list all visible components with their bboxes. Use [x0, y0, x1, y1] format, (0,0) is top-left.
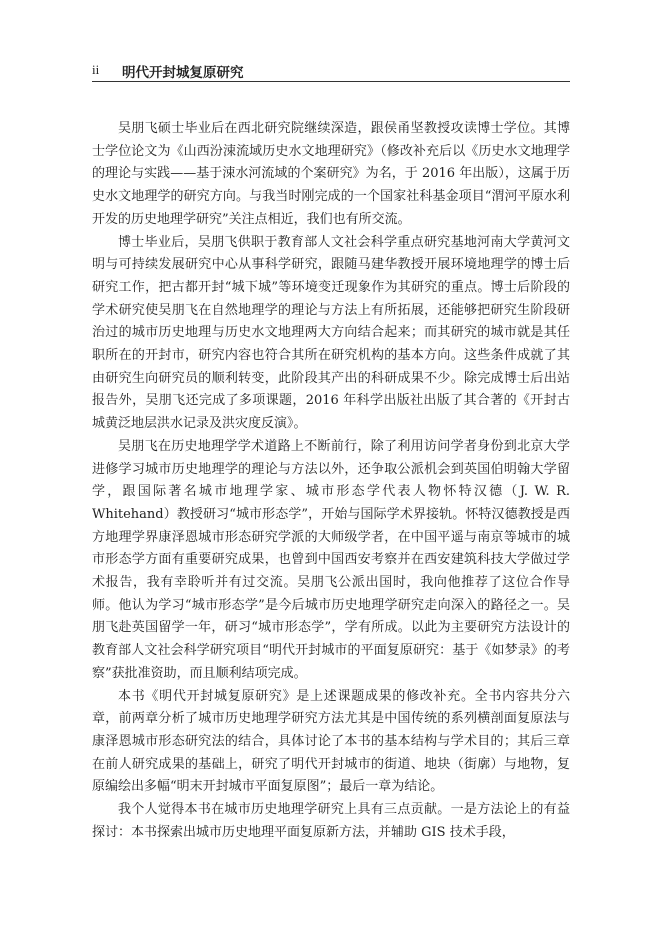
running-title: 明代开封城复原研究 [122, 65, 244, 81]
page-header [92, 60, 570, 82]
header-rule [92, 81, 570, 82]
paragraph: 吴朋飞在历史地理学学术道路上不断前行，除了利用访问学者身份到北京大学进修学习城市历史地理学的理论与方法以外，还争取公派机会到英国伯明翰大学留学，跟国际著名城市地理学家、城市形态学代表人物怀特汉德（J. W. R. Whitehand）教授研习“城市形态学”，开始与国际学术界接轨。怀特汉德教授是西方地理学界康泽恩城市形态研究学派的大师级学者，在中国平遥与南京等城市的城市形态学方面有重要研究成果，也曾到中国西安考察并在西安建筑科技大学做过学术报告，我有幸聆听并有过交流。吴朋飞公派出国时，我向他推荐了这位合作导师。他认为学习“城市形态学”是今后城市历史地理学研究走向深入的路径之一。吴朋飞赴英国留学一年，研习“城市形态学”，学有所成。以此为主要研究方法设计的教育部人文社会科学研究项目“明代开封城市的平面复原研究：基于《如梦录》的考察”获批准资助，而且顺利结项完成。 [92, 438, 570, 681]
paragraph: 博士毕业后，吴朋飞供职于教育部人文社会科学重点研究基地河南大学黄河文明与可持续发展研究中心从事科学研究，跟随马建华教授开展环境地理学的博士后研究工作，把古都开封“城下城”等环境变迁现象作为其研究的重点。博士后阶段的学术研究使吴朋飞在自然地理学的理论与方法上有所拓展，还能够把研究生阶段研治过的城市历史地理与历史水文地理两大方向结合起来；而其研究的城市就是其任职所在的开封市，研究内容也符合其所在研究机构的基本方向。这些条件成就了其由研究生向研究员的顺利转变，此阶段其产出的科研成果不少。除完成博士后出站报告外，吴朋飞还完成了多项课题，2016 年科学出版社出版了其合著的《开封古城黄泛地层洪水记录及洪灾度反演》。 [92, 234, 570, 432]
paragraph: 吴朋飞硕士毕业后在西北研究院继续深造，跟侯甬坚教授攻读博士学位。其博士学位论文为《山西汾涑流域历史水文地理研究》（修改补充后以《历史水文地理学的理论与实践——基于涑水河流域的个案研究》为名，于 2016 年出版），这属于历史水文地理学的研究方向。与我当时刚完成的一个国家社科基金项目“渭河平原水利开发的历史地理学研究”关注点相近，我们也有所交流。 [92, 121, 570, 227]
page-number: ii [92, 62, 100, 77]
paragraph: 本书《明代开封城复原研究》是上述课题成果的修改补充。全书内容共分六章，前两章分析了城市历史地理学研究方法尤其是中国传统的系列横剖面复原法与康泽恩城市形态研究法的结合，具体讨论了本书的基本结构与学术目的；其后三章在前人研究成果的基础上，研究了明代开封城市的街道、地块（街廓）与地物，复原编绘出多幅“明末开封城市平面复原图”；最后一章为结论。 [92, 688, 570, 795]
body-text [92, 118, 570, 845]
paragraph: 我个人觉得本书在城市历史地理学研究上具有三点贡献。一是方法论上的有益探讨：本书探索出城市历史地理平面复原新方法，并辅助 GIS 技术手段， [92, 802, 570, 840]
